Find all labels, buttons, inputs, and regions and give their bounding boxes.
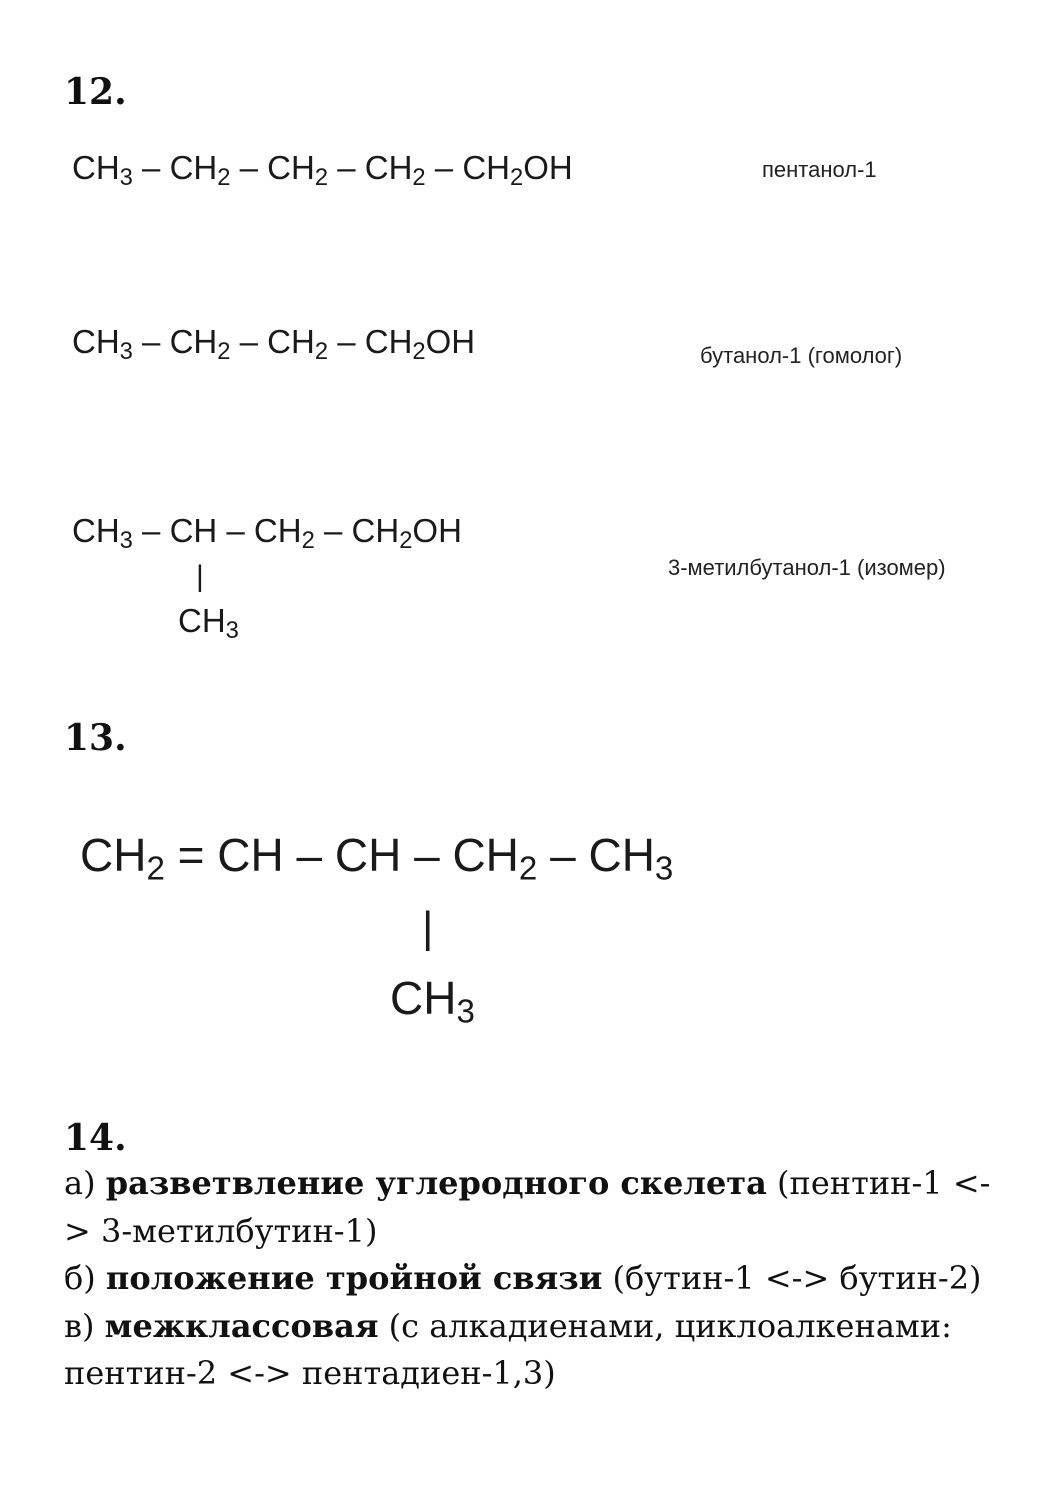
q13-branch-group: $CH_3$ xyxy=(390,972,475,1031)
methylbutanol-formula: $CH_3$ – CH – $CH_2 - CH_2OH$ xyxy=(72,512,462,554)
question-12-number: 12. xyxy=(64,71,127,113)
butanol-1-name: бутанол-1 (гомолог) xyxy=(700,343,903,368)
methylbutanol-name: 3-метилбутанол-1 (изомер) xyxy=(668,555,946,580)
answer-item-b-term: положение тройной связи xyxy=(105,1259,603,1297)
question-14-number: 14. xyxy=(64,1117,127,1159)
answer-item-a-term: разветвление углеродного скелета xyxy=(105,1164,767,1202)
question-14-answers xyxy=(64,1160,1004,1398)
answer-item-a: а) разветвление углеродного скелета (пентин-1 <-> 3-метилбутин-1) xyxy=(64,1164,991,1250)
pentanol-1-formula: $CH_3 - CH_2 - CH_2 - CH_2 - CH_2OH$ xyxy=(72,149,573,191)
methylbutanol-branch-bond: | xyxy=(196,560,204,593)
pentanol-1-name: пентанол-1 xyxy=(762,157,877,182)
q13-branch-bond: | xyxy=(422,903,434,952)
answer-item-c: в) межклассовая (с алкадиенами, циклоалкенами: пентин-2 <-> пентадиен-1,3) xyxy=(64,1306,952,1392)
answer-item-c-term: межклассовая xyxy=(104,1306,379,1345)
answer-item-b: б) положение тройной связи (бутин-1 <-> бутин-2) xyxy=(64,1259,982,1297)
question-13-number: 13. xyxy=(64,717,127,759)
butanol-1-formula: $CH_3 - CH_2 - CH_2 - CH_2OH$ xyxy=(72,323,476,365)
methylbutanol-branch-group: $CH_3$ xyxy=(178,602,239,644)
q13-formula: $CH_2$ = CH – CH – $CH_2 - CH_3$ xyxy=(80,829,674,888)
